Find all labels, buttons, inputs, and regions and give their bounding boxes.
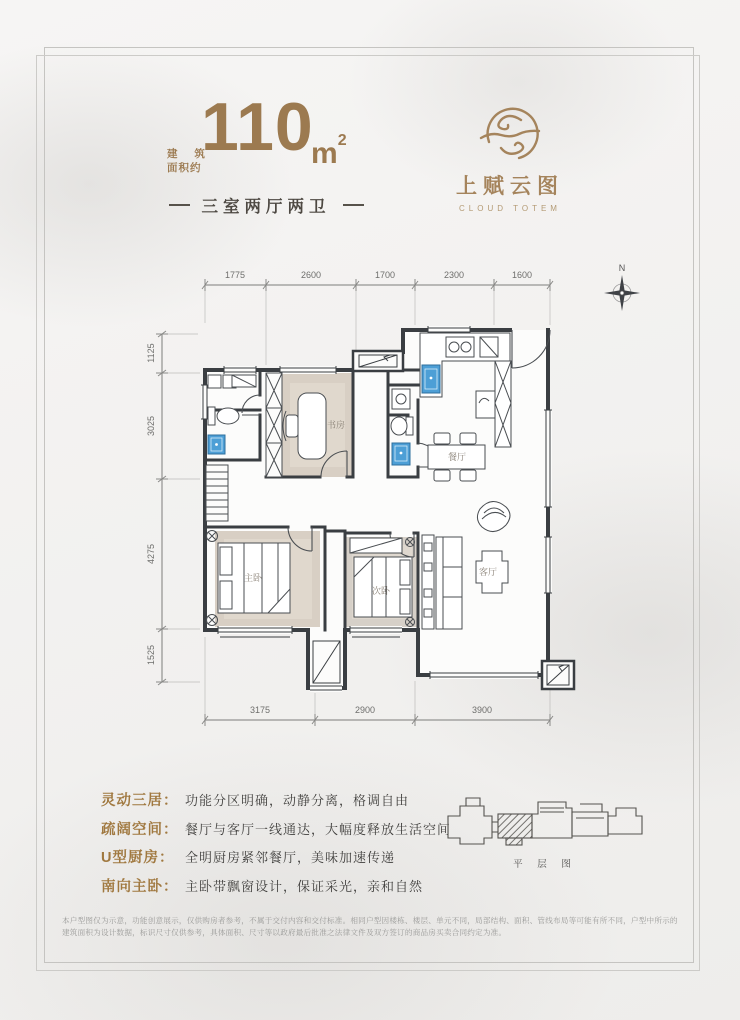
dimension-label: 1125 [146,343,156,363]
linen-shelves-icon [206,465,228,521]
dimension-label: 3175 [249,705,271,715]
feature-label: U型厨房： [101,850,175,866]
dimension-label: 3025 [146,415,156,437]
desk-icon [298,393,326,459]
compass-icon [604,263,640,311]
room-label-second: 次卧 [371,586,391,596]
logo-name: 上赋云图 [456,173,564,198]
dimension-label: 1775 [224,270,246,280]
dimension-label: 1700 [374,270,396,280]
area-unit-m: m [311,137,338,170]
feature-desc: 餐厅与客厅一线通达，大幅度释放生活空间 [185,821,452,837]
divider-dash-left [169,204,190,206]
feature-row [101,875,451,904]
area-unit-sup: 2 [337,132,347,149]
entry-cabinet [232,375,256,387]
feature-desc: 全明厨房紧邻餐厅，美味加速传递 [185,850,396,865]
compass-north-label: N [618,263,626,273]
layout-type [158,193,374,217]
area-prefix-line1: 建 筑 [167,148,212,160]
room-label-master: 主卧 [243,573,263,583]
dimension-label: 1525 [146,644,156,666]
room-label-study: 书房 [326,420,346,430]
area-value: 110 [201,89,314,165]
feature-row [101,789,451,818]
siteplan-label: 平 层 图 [513,859,577,870]
tall-cabinet [495,361,511,447]
room-label-living: 客厅 [478,567,498,577]
feature-desc: 功能分区明确，动静分离，格调自由 [185,793,410,808]
brand-logo [430,100,590,213]
logo-cloud-icon [475,100,545,168]
feature-row [101,818,451,847]
chair-icon [286,415,298,437]
dimension-label: 2900 [354,705,376,715]
dimension-label: 2600 [300,270,322,280]
feature-desc: 主卧带飘窗设计，保证采光，亲和自然 [185,878,424,894]
divider-dash-right [343,204,364,206]
dimension-label: 3900 [471,705,493,715]
sofa-icon [436,537,462,629]
feature-row [101,846,451,875]
layout-type-label: 三室两厅两卫 [201,198,331,216]
feature-label: 南向主卧： [101,878,179,895]
floorplan [140,245,660,775]
area-unit [311,133,347,169]
dimension-label: 2300 [443,270,465,280]
features-list [101,789,451,903]
siteplan [440,786,650,870]
disclaimer-text: 本户型图仅为示意，功能创意展示，仅供购房者参考，不属于交付内容和交付标准。相同户型因楼栋、楼层、单元不同，局部结构、面积、管线布局等可能有所不同，户型中所示的建筑面积为设计数据，标识尺寸仅供参考，具体面积、尺寸等以政府最后批准之法律文件及双方签订的商品房买卖合同约定为准。 [62,916,678,937]
feature-label: 疏阔空间： [101,821,179,838]
stove-icon [446,337,474,357]
logo-subtitle: CLOUD TOTEM [459,204,561,213]
feature-label: 灵动三居： [101,793,179,809]
room-label-dining: 餐厅 [447,452,467,462]
bathroom-middle [391,389,413,465]
siteplan-diagram [440,786,650,848]
area-prefix-line2: 面积约 [167,162,202,174]
dimension-label: 1600 [511,270,533,280]
wardrobe-icon [266,373,282,477]
dimension-label: 4275 [146,543,156,565]
